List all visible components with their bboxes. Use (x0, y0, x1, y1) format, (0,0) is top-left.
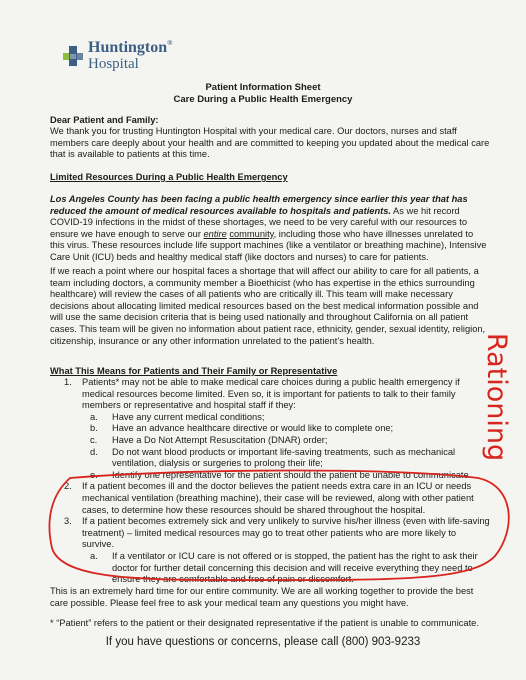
section-heading-what-this-means: What This Means for Patients and Their Family or Representative (50, 366, 338, 376)
paragraph-text: , including those who have illnesses unrelated to this virus. These resources include life support machines (like a ventilator or breathing machine), Intensive Care Unit (ICU) beds and healthy medical staff (like doctors and nurses) to care for patients. (50, 228, 487, 262)
paragraph-review-team: If we reach a point where our hospital faces a shortage that will affect our ability to care for all patients, a team including doctors, a community member a Bioethicist (who has expertise in the ethics surrounding healthcare) will review the cases of all patients who are critically ill. This team will make necessary decisions about allocating limited medical resources based on the best medical information possible and will use the same decision criteria that is being used nationally and throughout California on all patient cases. This team will be given no information about patient race, ethnicity, gender, sexual identity, religion, citizenship, insurance or any other information unrelated to the patient’s health. (50, 266, 486, 346)
document-title: Patient Information Sheet (205, 82, 321, 93)
contact-footer: If you have questions or concerns, please call (800) 903-9233 (105, 636, 421, 648)
sub-item-text: Have any current medical conditions; (112, 411, 265, 422)
sub-item-text: Identify one representative for the patient should the patient be unable to communicate. (112, 469, 472, 480)
paragraph-public-health-emergency (50, 194, 490, 264)
patient-list (50, 377, 490, 586)
sub-item-text: Have a Do Not Attempt Resuscitation (DNAR) order; (112, 434, 328, 445)
list-item-text: Patients* may not be able to make medical care choices during a public health emergency if medical resources become limited. Even so, it is important for patients to talk to their family members or representative and hospital staff if they: (82, 377, 460, 411)
list-number: 1. (64, 377, 72, 387)
sub-list-item (82, 435, 490, 447)
sub-letter: d. (90, 446, 98, 457)
logo-name-line2: Hospital (88, 56, 139, 72)
logo-name-line1: Huntington (88, 39, 168, 56)
sub-list-item (82, 470, 490, 482)
sub-letter: b. (90, 423, 98, 434)
list-item (50, 377, 490, 481)
paragraph-text: As we hit record COVID-19 infections in the midst of these shortages, we need to be very careful with our resources to ensure we have enough to serve our (50, 205, 468, 239)
sub-letter: c. (90, 434, 98, 445)
sub-item-text: If a ventilator or ICU care is not offered or is stopped, the patient has the right to ask their doctor for further detail concerning this decision and will receive everything they need to ensure they are comfortable and free of pain or discomfort. (112, 550, 478, 585)
list-number: 2. (64, 481, 72, 492)
closing-paragraph: This is an extremely hard time for our entire community. We are all working together to provide the best care possible. Please feel free to ask your medical team any questions you might have. (50, 586, 474, 608)
emphasis-text: Los Angeles County has been facing a public health emergency since earlier this year that has reduced the amount of medical resources available to hospitals and patients. (50, 194, 468, 216)
hospital-cross-logo-icon (62, 44, 84, 68)
sub-item-text: Have an advance healthcare directive or would like to complete one; (112, 423, 394, 434)
sub-list-item (82, 423, 490, 435)
document-subtitle: Care During a Public Health Emergency (173, 94, 353, 105)
section-heading-limited-resources: Limited Resources During a Public Health Emergency (50, 172, 288, 182)
handwritten-rationing-annotation (476, 262, 516, 532)
sub-list-item (82, 551, 490, 586)
list-item (50, 481, 490, 516)
logo-registered-mark: ® (167, 39, 173, 47)
sub-letter: e. (90, 469, 98, 480)
sub-list-item (82, 447, 490, 470)
footnote: * “Patient” refers to the patient or their designated representative if the patient is unable to communicate. (50, 618, 479, 628)
list-item-text: If a patient becomes ill and the doctor believes the patient needs extra care in an ICU or needs mechanical ventilation (breathing machine), their case will be reviewed, along with other patient cases, to determine how these resources should be shared throughout the hospital. (82, 481, 474, 515)
sub-list-item (82, 412, 490, 424)
underlined-entire: entire (203, 228, 227, 239)
list-item (50, 516, 490, 586)
sub-letter: a. (90, 411, 98, 422)
list-item-text: If a patient becomes extremely sick and very unlikely to survive his/her illness (even with life-saving treatment) – limited medical resources may go to treat other patients who are more likely to survive. (82, 516, 490, 550)
list-number: 3. (64, 516, 72, 527)
rationing-annotation-text: Rationing (481, 332, 512, 462)
sub-item-text: Do not want blood products or important life-saving treatments, such as mechanical ventilation, dialysis or surgeries to prolong their life; (112, 446, 456, 469)
sub-letter: a. (90, 550, 98, 561)
greeting: Dear Patient and Family: (50, 115, 159, 125)
underlined-community: community (229, 228, 274, 239)
intro-paragraph: We thank you for trusting Huntington Hospital with your medical care. Our doctors, nurses and staff members care deeply about your health and are committed to keeping you updated about the medical care that is available to patients at this time. (50, 126, 490, 160)
